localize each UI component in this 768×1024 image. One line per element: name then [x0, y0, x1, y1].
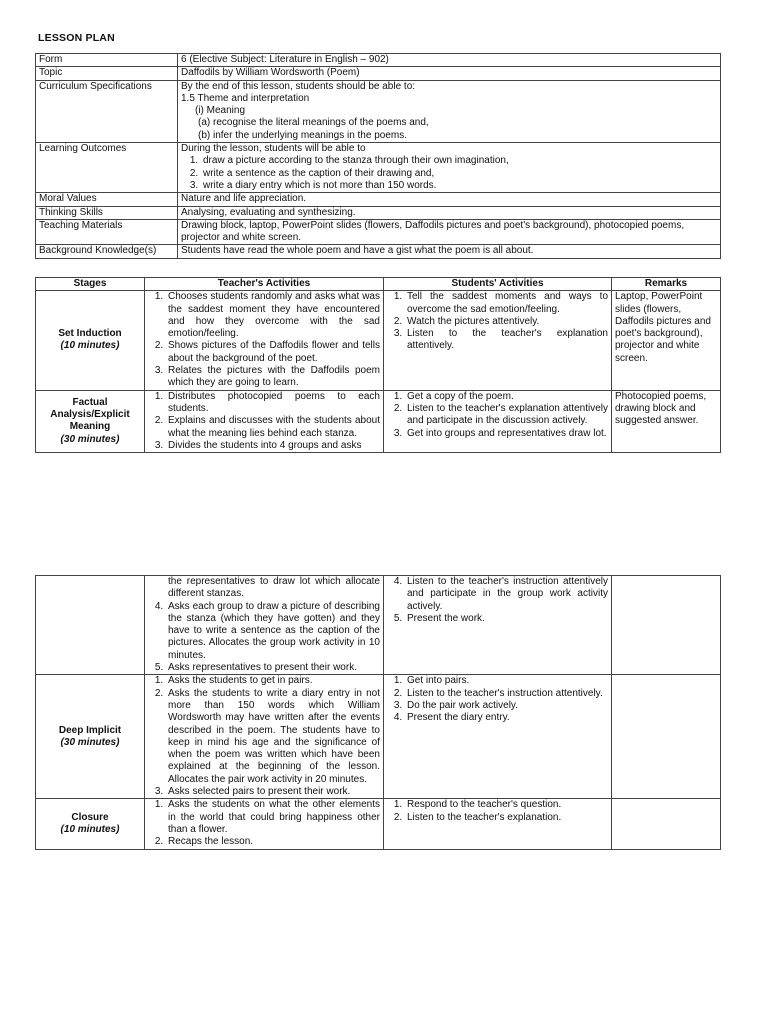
activities-table-page1	[35, 277, 721, 453]
topic-value: Daffodils by William Wordsworth (Poem)	[178, 67, 721, 80]
activities-table-page2	[35, 575, 721, 850]
list-item: 2. Listen to the teacher's explanation attentively and participate in the discussion actively.	[405, 403, 608, 428]
stages-header: Stages	[36, 278, 145, 291]
list-item: 1. Chooses students randomly and asks what was the saddest moment they have encountered and how they overcome with the sad emotion/feeling.	[166, 291, 380, 340]
materials-row	[36, 219, 721, 245]
remarks-cell	[612, 576, 721, 675]
thinking-label: Thinking Skills	[36, 206, 178, 219]
factual-cont-row	[36, 576, 721, 675]
list-item: 3. write a diary entry which is not more than 150 words.	[201, 180, 717, 192]
list-item: 3. Get into groups and representatives draw lot.	[405, 428, 608, 440]
teacher-activities	[145, 799, 384, 849]
curriculum-row	[36, 80, 721, 142]
teacher-activities: the representatives to draw lot which allocate different stanzas. 4. Asks each group to draw a picture of describing the stanza (which they have gotten) and they have to write a sentence as the caption of the pictures. Allocates the group work activity in 10 minutes. 5. Asks representatives to present their work.	[145, 576, 384, 675]
list-item: 1. Respond to the teacher's question.	[405, 799, 608, 811]
closure-row	[36, 799, 721, 849]
list-item: 5. Present the work.	[405, 613, 608, 625]
moral-row	[36, 193, 721, 206]
list-item: 3. Relates the pictures with the Daffodils poem which they are going to learn.	[166, 365, 380, 390]
list-item: 3. Asks selected pairs to present their work.	[166, 786, 380, 798]
student-activities	[384, 675, 612, 799]
teacher-activities	[145, 390, 384, 452]
student-activities	[384, 799, 612, 849]
student-activities	[384, 390, 612, 452]
list-item: 2. write a sentence as the caption of their drawing and,	[201, 168, 717, 180]
header-row	[36, 278, 721, 291]
thinking-row	[36, 206, 721, 219]
materials-label: Teaching Materials	[36, 219, 178, 245]
list-item: 3. Do the pair work actively.	[405, 700, 608, 712]
list-item: 1. Get into pairs.	[405, 675, 608, 687]
remarks-cell: Photocopied poems, drawing block and suggested answer.	[612, 390, 721, 452]
list-item: 4. Listen to the teacher's instruction attentively and participate in the group work activity actively.	[405, 576, 608, 613]
background-label: Background Knowledge(s)	[36, 245, 178, 258]
list-item: 3. Listen to the teacher's explanation attentively.	[405, 328, 608, 353]
stage-cell: Set Induction (10 minutes)	[36, 291, 145, 390]
lesson-info-table	[35, 53, 721, 259]
teacher-activities	[145, 675, 384, 799]
list-item: 3. Divides the students into 4 groups and asks	[166, 440, 380, 452]
topic-row	[36, 67, 721, 80]
deep-implicit-row	[36, 675, 721, 799]
form-value: 6 (Elective Subject: Literature in English – 902)	[178, 54, 721, 67]
student-activities	[384, 291, 612, 390]
list-item: 2. Listen to the teacher's explanation.	[405, 812, 608, 824]
list-item: 5. Asks representatives to present their work.	[166, 662, 380, 674]
list-item: 2. Recaps the lesson.	[166, 836, 380, 848]
list-item: 2. Asks the students to write a diary entry in not more than 150 words which William Wordsworth may have written after the events described in the poem. The students have to keep in mind his age and the significance of when the poem was written which have been explained at the beginning of the lesson. Allocates the pair work activity in 20 minutes.	[166, 688, 380, 786]
outcomes-row	[36, 143, 721, 193]
teacher-activities	[145, 291, 384, 390]
remarks-header: Remarks	[612, 278, 721, 291]
list-item: 2. Shows pictures of the Daffodils flower and tells about the background of the poet.	[166, 340, 380, 365]
list-item: 4. Present the diary entry.	[405, 712, 608, 724]
remarks-cell	[612, 799, 721, 849]
list-item: 2. Explains and discusses with the students about what the meaning lies behind each stanza.	[166, 415, 380, 440]
curriculum-label: Curriculum Specifications	[36, 80, 178, 142]
outcomes-value: During the lesson, students will be able to 1. draw a picture according to the stanza through their own imagination, 2. write a sentence as the caption of their drawing and, 3. write a diary entry which is not more than 150 words.	[178, 143, 721, 193]
list-item: 1. Asks the students to get in pairs.	[166, 675, 380, 687]
list-item: 2. Listen to the teacher's instruction attentively.	[405, 688, 608, 700]
list-item: 1. Get a copy of the poem.	[405, 391, 608, 403]
background-value: Students have read the whole poem and have a gist what the poem is all about.	[178, 245, 721, 258]
curriculum-value: By the end of this lesson, students should be able to: 1.5 Theme and interpretation (i) Meaning (a) recognise the literal meanings of the poems and, (b) infer the underlying meanings in the poems.	[178, 80, 721, 142]
stage-cell: Closure (10 minutes)	[36, 799, 145, 849]
stage-cell: Deep Implicit (30 minutes)	[36, 675, 145, 799]
materials-value: Drawing block, laptop, PowerPoint slides (flowers, Daffodils pictures and poet's background), photocopied poems, projector and white screen.	[178, 219, 721, 245]
teacher-header: Teacher's Activities	[145, 278, 384, 291]
moral-value: Nature and life appreciation.	[178, 193, 721, 206]
list-item: 4. Asks each group to draw a picture of describing the stanza (which they have gotten) and they have to write a sentence as the caption of the pictures. Allocates the group work activity in 10 minutes.	[166, 601, 380, 662]
stage-cell	[36, 576, 145, 675]
form-row	[36, 54, 721, 67]
remarks-cell	[612, 675, 721, 799]
set-induction-row	[36, 291, 721, 390]
students-header: Students' Activities	[384, 278, 612, 291]
form-label: Form	[36, 54, 178, 67]
list-item: 1. Asks the students on what the other elements in the world that could bring happiness other than a flower.	[166, 799, 380, 836]
list-item: 1. draw a picture according to the stanza through their own imagination,	[201, 155, 717, 167]
list-item: 1. Tell the saddest moments and ways to overcome the sad emotion/feeling.	[405, 291, 608, 316]
background-row	[36, 245, 721, 258]
page-title: LESSON PLAN	[38, 32, 115, 44]
topic-label: Topic	[36, 67, 178, 80]
thinking-value: Analysing, evaluating and synthesizing.	[178, 206, 721, 219]
list-item: 2. Watch the pictures attentively.	[405, 316, 608, 328]
student-activities	[384, 576, 612, 675]
moral-label: Moral Values	[36, 193, 178, 206]
factual-row	[36, 390, 721, 452]
outcomes-label: Learning Outcomes	[36, 143, 178, 193]
stage-cell: Factual Analysis/Explicit Meaning (30 minutes)	[36, 390, 145, 452]
list-item: 1. Distributes photocopied poems to each students.	[166, 391, 380, 416]
remarks-cell: Laptop, PowerPoint slides (flowers, Daffodils pictures and poet's background), projector and white screen.	[612, 291, 721, 390]
